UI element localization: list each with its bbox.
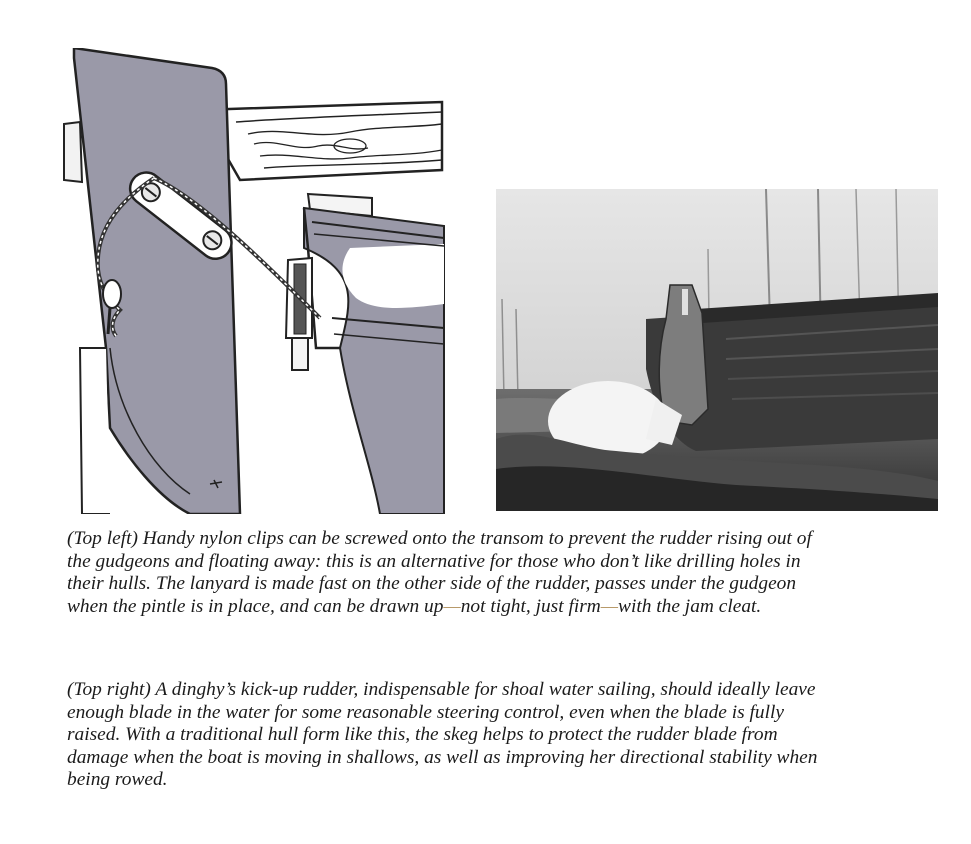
dinghy-rudder-photo-drawing	[496, 189, 938, 511]
rudder-clip-illustration	[50, 48, 450, 514]
caption-top-left-lead: (Top left) Handy nylon clips can be screwed onto the transom to prevent the rudder rising out of the gudgeons and floating away: this is an alternative for those who don’t like drilling holes in their hulls. The lanyard is made fast on the other side of the rudder, passes under the gudgeon when the pintle is in place, and can be drawn up	[67, 528, 812, 617]
caption-top-left-dash: —	[600, 595, 619, 617]
caption-top-left-middle: not tight, just firm	[460, 595, 601, 617]
dinghy-rudder-photo	[496, 189, 938, 511]
caption-top-left-dash: —	[443, 595, 461, 617]
caption-top-right: (Top right) A dinghy’s kick-up rudder, indispensable for shoal water sailing, should ideally leave enough blade in the water for some reasonable steering control, even when the blade is fully raised. With a traditional hull form like this, the skeg helps to protect the rudder blade from damage when the boat is moving in shallows, as well as improving her directional stability when being rowed.	[67, 679, 818, 790]
caption-top-left	[67, 528, 827, 618]
caption-top-left-tail: with the jam cleat.	[618, 595, 762, 617]
rudder-clip-drawing	[50, 48, 450, 514]
